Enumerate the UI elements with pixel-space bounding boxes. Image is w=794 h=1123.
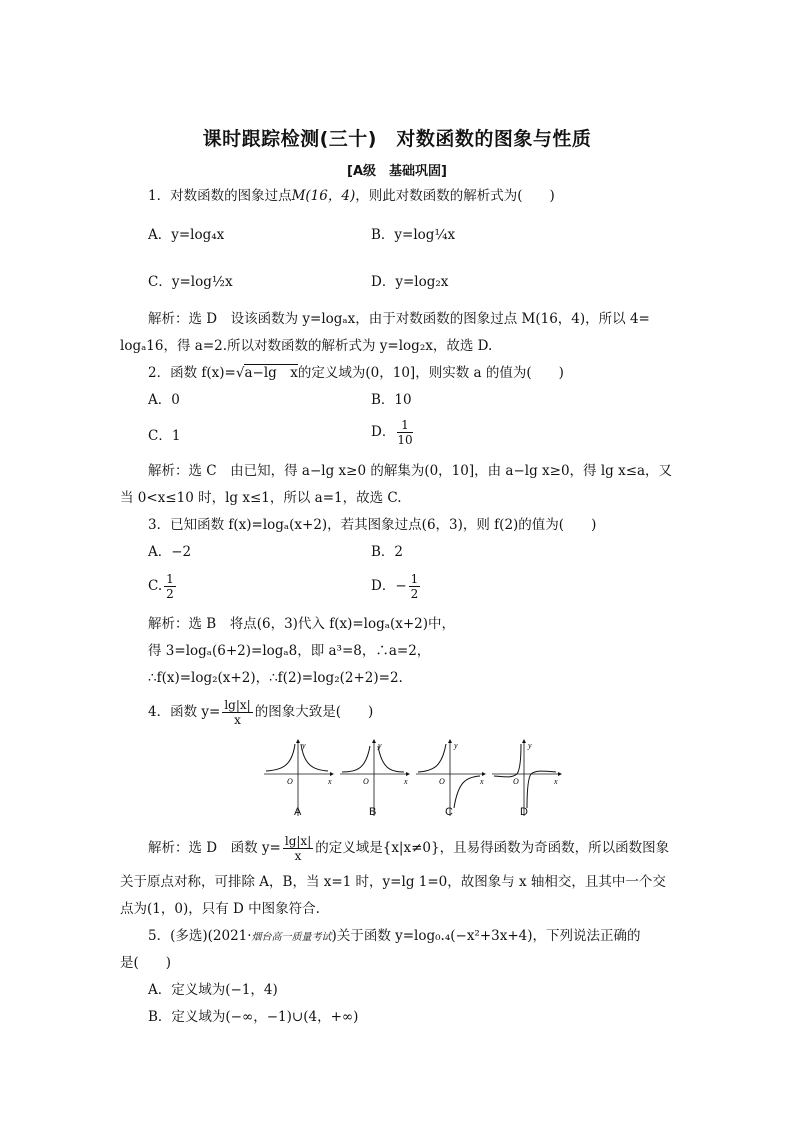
q4-sol-denominator: x — [294, 849, 302, 863]
graph-b-y: y — [378, 741, 382, 750]
q5-tail: )关于函数 y=log₀.₄(−x²+3x+4)，下列说法正确的 — [331, 928, 641, 944]
graph-label-d: D — [520, 806, 528, 818]
question-4 — [148, 698, 373, 727]
graph-a-x: x — [328, 777, 332, 786]
q2-solution-line-2: 当 0<x≤10 时，lg x≤1，所以 a=1，故选 C. — [120, 490, 402, 506]
q3-solution-line-2: 得 3=logₐ(6+2)=logₐ8，即 a³=8，∴a=2， — [148, 643, 431, 659]
q4-solution-line-3: 点为(1，0)，只有 D 中图象符合. — [120, 901, 320, 917]
q1-option-b: B．y=log¼x — [371, 227, 456, 243]
sqrt-symbol: √ — [235, 365, 245, 381]
graph-d-y: y — [528, 741, 532, 750]
q4-solution-line-2: 关于原点对称，可排除 A，B，当 x=1 时，y=lg 1=0，故图象与 x 轴相交，且其中一个交 — [120, 874, 666, 890]
q3-d-fraction — [409, 572, 421, 601]
question-1 — [148, 186, 555, 206]
graph-b-x: x — [404, 777, 408, 786]
q4-tail: 的图象大致是( ) — [254, 704, 374, 720]
q5-option-b: B．定义域为(−∞，−1)∪(4，+∞) — [148, 1009, 359, 1025]
graph-d — [492, 739, 562, 816]
q1-point: M(16，4) — [291, 188, 356, 204]
q4-numerator: lg|x| — [224, 698, 251, 712]
q3-d-prefix: D．− — [371, 578, 407, 594]
q2-tail: 的定义域为(0，10]，则实数 a 的值为( ) — [297, 365, 564, 381]
q5-lead: 5．(多选)(2021· — [148, 928, 252, 944]
graph-a-y: y — [302, 741, 306, 750]
q2-radicand: a−lg x — [244, 365, 298, 381]
graph-b — [340, 739, 410, 816]
q5-option-a: A．定义域为(−1，4) — [148, 982, 278, 998]
graph-a-origin: O — [287, 777, 293, 786]
q4-sol-numerator: lg|x| — [284, 834, 312, 848]
graph-c — [416, 739, 486, 816]
page-title: 课时跟踪检测(三十) 对数函数的图象与性质 — [202, 128, 592, 150]
q3-c-numerator: 1 — [166, 572, 174, 586]
q3-c-prefix: C. — [148, 578, 163, 594]
graph-label-c: C — [445, 806, 453, 818]
q4-lead: 4．函数 y= — [148, 704, 221, 720]
q4-sol-lead: 解析：选 D 函数 y= — [148, 840, 281, 856]
q2-d-prefix: D． — [371, 424, 396, 440]
answer-graphs — [262, 738, 562, 820]
q3-c-fraction — [164, 572, 176, 601]
q3-solution-line-1: 解析：选 B 将点(6，3)代入 f(x)=logₐ(x+2)中， — [148, 616, 456, 632]
q2-d-numerator: 1 — [397, 418, 412, 433]
q2-d-denominator: 10 — [397, 433, 413, 447]
graph-a — [264, 739, 334, 816]
question-3: 3．已知函数 f(x)=logₐ(x+2)，若其图象过点(6，3)，则 f(2)的值为( ) — [148, 517, 597, 533]
q4-sol-tail: 的定义域是{x|x≠0}，且易得函数为奇函数，所以函数图象 — [315, 840, 670, 856]
graph-b-origin: O — [363, 777, 369, 786]
q1-option-a: A．y=log₄x — [148, 227, 225, 243]
graph-c-origin: O — [439, 777, 445, 786]
q3-d-numerator: 1 — [410, 572, 419, 586]
q3-d-denominator: 2 — [410, 587, 419, 601]
q2-lead: 2．函数 f(x)= — [148, 365, 236, 381]
q2-option-d — [371, 418, 415, 447]
q1-solution-line-1: 解析：选 D 设该函数为 y=logₐx，由于对数函数的图象过点 M(16，4)，所以 4= — [148, 311, 650, 327]
q1-tail: ，则此对数函数的解析式为( ) — [355, 188, 555, 204]
graph-label-b: B — [369, 806, 377, 818]
graph-label-a: A — [294, 806, 302, 818]
q5-line-2: 是( ) — [120, 955, 172, 971]
q2-solution-line-1: 解析：选 C 由已知，得 a−lg x≥0 的解集为(0，10]，由 a−lg x≥0，得 lg x≤a，又 — [148, 463, 673, 479]
q3-option-d — [371, 572, 422, 601]
q1-option-d: D．y=log₂x — [371, 274, 449, 290]
q3-option-a: A．−2 — [148, 544, 192, 560]
graph-c-y: y — [454, 741, 458, 750]
question-2 — [148, 363, 564, 383]
section-heading: [A级 基础巩固] — [347, 164, 447, 179]
q1-solution-line-2: logₐ16，得 a=2.所以对数函数的解析式为 y=log₂x，故选 D. — [120, 338, 493, 354]
graph-d-origin: O — [513, 777, 519, 786]
q2-option-b: B．10 — [371, 392, 412, 408]
q2-option-c: C．1 — [148, 428, 181, 444]
q3-option-c — [148, 572, 178, 601]
q4-denominator: x — [234, 713, 241, 727]
q2-option-a: A．0 — [148, 392, 180, 408]
q2-d-fraction — [397, 418, 412, 447]
q1-lead: 1．对数函数的图象过点 — [148, 188, 292, 204]
graph-d-x: x — [554, 777, 558, 786]
q1-option-c: C．y=log½x — [148, 274, 233, 290]
q4-sol-fraction — [283, 834, 313, 863]
q4-solution-line-1 — [148, 834, 669, 863]
q3-option-b: B．2 — [371, 544, 404, 560]
q3-solution-line-3: ∴f(x)=log₂(x+2)，∴f(2)=log₂(2+2)=2. — [148, 670, 403, 686]
q5-source: 烟台高一质量考试 — [251, 932, 332, 943]
question-5 — [148, 926, 641, 948]
q3-c-denominator: 2 — [166, 587, 174, 601]
graph-c-x: x — [480, 777, 484, 786]
q4-fraction — [222, 698, 252, 727]
